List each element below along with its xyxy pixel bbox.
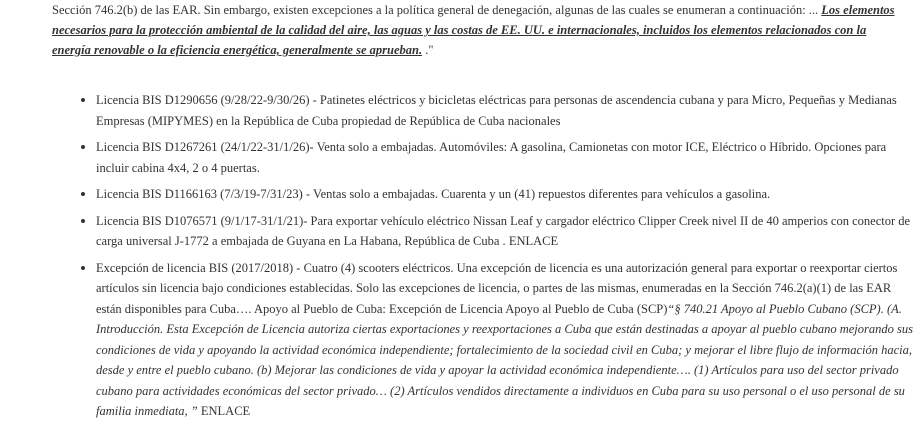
enlace-link[interactable]: ENLACE [508, 234, 559, 248]
license-text: Licencia BIS D1267261 (24/1/22-31/1/26)- Venta solo a embajadas. Automóviles: A gasolina, Camionetas con motor ICE, Eléctrico o Híbrido. Opciones para incluir cabina 4x4, 2 o 4 puertas. [96, 140, 887, 175]
list-item [96, 211, 914, 252]
list-item [96, 137, 914, 178]
intro-emphasis-text: Los elementos necesarios para la protección ambiental de la calidad del aire, las aguas y las costas de EE. UU. e internacionales, incluidos los elementos relacionados con la energía renovable o la eficiencia energética, generalmente se aprueban. [52, 3, 895, 57]
license-list [76, 90, 914, 428]
list-item [96, 184, 914, 205]
enlace-link[interactable]: ENLACE [200, 404, 251, 418]
license-text: Excepción de licencia BIS (2017/2018) - Cuatro (4) scooters eléctricos. Una excepción de licencia es una autorización general para exportar o reexportar ciertos artículos sin licencia bajo condiciones establecidas. Solo las excepciones de licencia, o partes de las mismas, enumeradas en la Sección 746.2(a)(1) de las EAR están disponibles para Cuba…. Apoyo al Pueblo de Cuba: Excepción de Licencia Apoyo al Pueblo de Cuba (SCP) [96, 260, 898, 316]
intro-tail-text: ." [422, 43, 434, 57]
license-text: Licencia BIS D1290656 (9/28/22-9/30/26) - Patinetes eléctricos y bicicletas eléctricas para personas de ascendencia cubana y para Micro, Pequeñas y Medianas Empresas (MIPYMES) en la República de Cuba propiedad de República de Cuba nacionales [96, 93, 897, 128]
intro-lead-text: Sección 746.2(b) de las EAR. Sin embargo, existen excepciones a la política general de denegación, algunas de las cuales se enumeran a continuación: ... [52, 3, 822, 17]
license-text: Licencia BIS D1076571 (9/1/17-31/1/21)- Para exportar vehículo eléctrico Nissan Leaf y cargador eléctrico Clipper Creek nivel II de 40 amperios con conector de carga universal J-1772 a embajada de Guyana en La Habana, República de Cuba . [96, 213, 911, 248]
intro-paragraph [52, 0, 902, 60]
list-item [96, 90, 914, 131]
license-quote: “§ 740.21 Apoyo al Pueblo Cubano (SCP). (A. Introducción. Esta Excepción de Licencia autoriza ciertas exportaciones y reexportaciones a Cuba que están destinadas a apoyar al pueblo cubano mejorando sus condiciones de vida y apoyando la actividad económica independiente; fortalecimiento de la sociedad civil en Cuba; y mejorar el libre flujo de información hacia, desde y entre el pueblo cubano. (b) Mejorar las condiciones de vida y apoyar la actividad económica independiente…. (1) Artículos para uso del sector privado cubano para actividades económicas del sector privado… (2) Artículos vendidos directamente a individuos en Cuba para su uso personal o el uso personal de su familia inmediata, ” [96, 301, 913, 418]
license-text: Licencia BIS D1166163 (7/3/19-7/31/23) - Ventas solo a embajadas. Cuarenta y un (41) repuestos diferentes para vehículos a gasolina. [96, 187, 771, 201]
list-item [96, 258, 914, 422]
